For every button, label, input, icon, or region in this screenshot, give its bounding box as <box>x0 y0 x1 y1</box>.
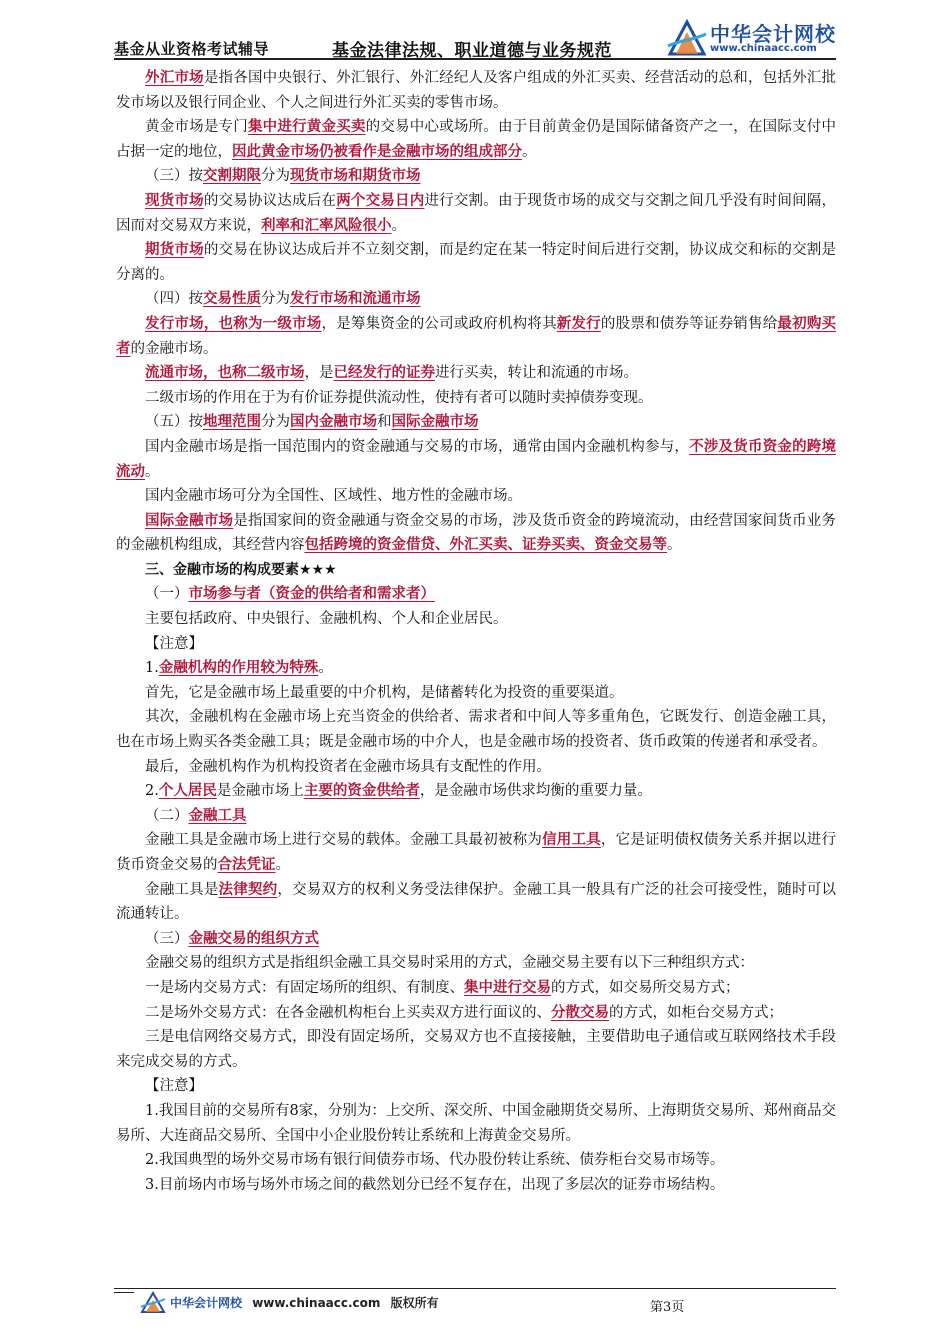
text-run: 。 <box>522 143 537 160</box>
text-run: 的方式，如柜台交易方式； <box>609 1004 783 1021</box>
footer-divider <box>114 1288 836 1289</box>
paragraph <box>116 484 836 509</box>
paragraph <box>116 558 836 583</box>
header-divider <box>114 58 836 60</box>
text-run: 和 <box>377 414 392 431</box>
text-run: 。 <box>391 217 406 234</box>
text-run: ，交易双方的权利义务受法律保护。金融工具一般具有广泛的社会可接受性，随时可以流通转让。 <box>116 881 837 923</box>
text-run: 金融工具是金融市场上进行交易的载体。金融工具最初被称为 <box>145 832 543 849</box>
logo-brand-text: 中华会计网校 <box>710 22 836 46</box>
key-term-highlight: 市场参与者（资金的供给者和需求者） <box>188 585 435 603</box>
key-term-highlight: 外汇市场 <box>145 69 204 86</box>
key-term-highlight: 集中进行交易 <box>464 978 551 996</box>
paragraph <box>116 755 836 780</box>
text-run: 。 <box>275 857 290 873</box>
text-run: 3.目前场内市场与场外市场之间的截然划分已经不复存在，出现了多层次的证券市场结构。 <box>145 1176 725 1193</box>
text-run: 是金融市场上 <box>216 783 304 800</box>
paragraph <box>116 1099 836 1148</box>
document-body <box>116 66 836 1197</box>
text-run: 1. <box>145 660 159 677</box>
text-run: （一） <box>145 586 189 603</box>
key-term-highlight: 地理范围 <box>203 413 261 431</box>
paragraph <box>116 66 836 115</box>
text-run: 。 <box>667 537 682 554</box>
text-run: 的股票和债券等证券销售给 <box>600 315 778 332</box>
key-term-highlight: 集中进行黄金买卖 <box>247 118 366 136</box>
key-term-highlight: 主要的资金供给者 <box>303 782 420 800</box>
text-run: 2. <box>145 783 159 800</box>
text-run: 其次，金融机构在金融市场上充当资金的供给者、需求者和中间人等多重角色，它既发行、创造金融工具，也在市场上购买各类金融工具；既是金融市场的中介人，也是金融市场的投资者、货币政策的传递者和承受者。 <box>116 709 836 751</box>
text-run: 是指国家间的资金融通与资金交易的市场，涉及货币资金的跨境流动，由经营国家间货币业务的金融机构组成，其经营内容 <box>116 512 837 554</box>
text-run: 。 <box>318 660 333 677</box>
key-term-highlight: 已经发行的证券 <box>333 364 435 382</box>
paragraph <box>116 804 836 829</box>
footer-dash <box>114 1292 134 1293</box>
text-run: 金融交易的组织方式是指组织金融工具交易时采用的方式，金融交易主要有以下三种组织方式： <box>145 955 754 972</box>
paragraph <box>116 189 836 238</box>
key-term-highlight: 分散交易 <box>551 1003 609 1021</box>
text-run: 的交易协议达成后在 <box>203 192 337 209</box>
paragraph <box>116 1148 836 1173</box>
paragraph <box>116 607 836 632</box>
text-run: 三是电信网络交易方式，即没有固定场所，交易双方也不直接接触，主要借助电子通信或互联网络技术手段来完成交易的方式。 <box>116 1029 836 1070</box>
text-run: 的方式，如交易所交易方式； <box>551 979 740 996</box>
logo-mark-icon <box>666 16 708 58</box>
text-run: 的交易在协议达成后并不立刻交割，而是约定在某一特定时间后进行交割，协议成交和标的交割是分离的。 <box>116 242 836 283</box>
paragraph <box>116 976 836 1001</box>
paragraph <box>116 927 836 952</box>
key-term-highlight: 利率和汇率风险很小 <box>261 216 392 234</box>
paragraph <box>116 656 836 681</box>
paragraph <box>116 779 836 804</box>
key-term-highlight: 发行市场，也称为一级市场 <box>145 314 322 332</box>
text-run: 进行买卖，转让和流通的市场。 <box>435 365 638 382</box>
text-run: ，是金融市场供求均衡的重要力量。 <box>419 783 652 800</box>
paragraph <box>116 115 836 164</box>
key-term-highlight: 信用工具 <box>542 831 601 849</box>
footer-brand: 中华会计网校 <box>170 1296 243 1310</box>
footer-rights: 版权所有 <box>390 1296 439 1310</box>
text-run: 的金融市场。 <box>130 340 218 357</box>
text-run: 分为 <box>261 168 290 185</box>
text-run: （三） <box>145 930 189 947</box>
text-run: 是指各国中央银行、外汇银行、外汇经纪人及客户组成的外汇买卖、经营活动的总和，包括外汇批发市场以及银行同企业、个人之间进行外汇买卖的零售市场。 <box>116 70 836 111</box>
header-subject-title: 基金法律法规、职业道德与业务规范 <box>332 41 612 61</box>
paragraph <box>116 509 836 558</box>
text-run: 2.我国典型的场外交易市场有银行间债券市场、代办股份转让系统、债券柜台交易市场等。 <box>145 1152 725 1169</box>
footer-copyright <box>170 1294 439 1311</box>
paragraph <box>116 632 836 657</box>
key-term-highlight: 国际金融市场 <box>391 413 479 431</box>
text-run: ，它是证明债权债务关系并据以进行货币资金交易的 <box>116 832 837 873</box>
text-run: 首先，它是金融市场上最重要的中介机构，是储蓄转化为投资的重要渠道。 <box>145 684 624 701</box>
text-run: 最后，金融机构作为机构投资者在金融市场具有支配性的作用。 <box>145 758 551 775</box>
text-run: 分为 <box>261 291 290 308</box>
key-term-highlight: 包括跨境的资金借贷、外汇买卖、证券买卖、资金交易等 <box>304 536 667 554</box>
section-heading: 三、金融市场的构成要素★★★ <box>145 561 337 578</box>
key-term-highlight: 期货市场 <box>145 241 204 259</box>
key-term-highlight: 新发行 <box>556 314 601 332</box>
text-run: 【注意】 <box>145 635 203 652</box>
paragraph <box>116 361 836 386</box>
text-run: 二级市场的作用在于为有价证券提供流动性，使持有者可以随时卖掉债券变现。 <box>145 389 653 406</box>
key-term-highlight: 发行市场和流通市场 <box>290 290 421 308</box>
key-term-highlight: 法律契约 <box>218 880 278 898</box>
key-term-highlight: 国内金融市场 <box>290 413 377 431</box>
key-term-highlight: 个人居民 <box>158 782 217 800</box>
text-run: 国内金融市场是指一国范围内的资金融通与交易的市场，通常由国内金融机构参与， <box>145 438 690 455</box>
logo-url-text: www.chinaacc.com <box>710 43 817 54</box>
key-term-highlight: 国际金融市场 <box>145 511 234 529</box>
key-term-highlight: 流通市场，也称二级市场 <box>145 364 305 382</box>
text-run: 。 <box>145 463 160 480</box>
paragraph <box>116 1001 836 1026</box>
page-number: 第3页 <box>650 1300 685 1315</box>
text-run: 金融工具是 <box>145 881 219 898</box>
text-run: 1.我国目前的交易所有8家，分别为：上交所、深交所、中国金融期货交易所、上海期货交易所、郑州商品交易所、大连商品交易所、全国中小企业股份转让系统和上海黄金交易所。 <box>116 1102 836 1144</box>
paragraph <box>116 951 836 976</box>
text-run: 进行交割。由于现货市场的成交与交割之间几乎没有时间间隔，因而对交易双方来说， <box>116 192 837 234</box>
key-term-highlight: 现货市场和期货市场 <box>290 167 421 185</box>
page-header <box>114 14 836 61</box>
key-term-highlight: 金融交易的组织方式 <box>188 929 319 947</box>
text-run: ，是筹集资金的公司或政府机构将其 <box>321 315 557 332</box>
paragraph <box>116 681 836 706</box>
paragraph <box>116 1173 836 1198</box>
key-term-highlight: 交割期限 <box>203 167 261 185</box>
paragraph <box>116 386 836 411</box>
paragraph <box>116 828 836 877</box>
key-term-highlight: 合法凭证 <box>217 856 276 873</box>
key-term-highlight: 交易性质 <box>203 290 261 308</box>
text-run: 的交易中心或场所。由于目前黄金仍是国际储备资产之一，在国际支付中占据一定的地位， <box>116 119 837 160</box>
key-term-highlight: 不涉及货币资金的跨境流动 <box>116 437 836 480</box>
paragraph <box>116 164 836 189</box>
key-term-highlight: 最初购买者 <box>116 314 837 357</box>
text-run: （三）按 <box>145 168 203 185</box>
header-course-title: 基金从业资格考试辅导 <box>114 40 270 58</box>
paragraph <box>116 1074 836 1099</box>
paragraph <box>116 435 836 484</box>
key-term-highlight: 两个交易日内 <box>336 191 425 209</box>
text-run: （五）按 <box>145 414 203 431</box>
paragraph <box>116 1025 836 1074</box>
key-term-highlight: 金融工具 <box>188 806 247 824</box>
text-run: 一是场内交易方式：有固定场所的组织、有制度、 <box>145 979 464 996</box>
text-run: 分为 <box>261 414 290 431</box>
key-term-highlight: 金融机构的作用较为特殊 <box>158 659 319 677</box>
text-run: （四）按 <box>145 291 203 308</box>
key-term-highlight: 因此黄金市场仍被看作是金融市场的组成部分 <box>232 142 522 160</box>
paragraph <box>116 878 836 927</box>
text-run: （二） <box>145 807 189 824</box>
key-term-highlight: 现货市场 <box>145 191 204 209</box>
text-run: 国内金融市场可分为全国性、区域性、地方性的金融市场。 <box>145 488 522 505</box>
text-run: 二是场外交易方式：在各金融机构柜台上买卖双方进行面议的、 <box>145 1004 551 1021</box>
paragraph <box>116 287 836 312</box>
text-run: ，是 <box>304 365 334 382</box>
text-run: 主要包括政府、中央银行、金融机构、个人和企业居民。 <box>145 611 508 628</box>
paragraph <box>116 410 836 435</box>
paragraph <box>116 238 836 287</box>
text-run: 【注意】 <box>145 1078 203 1095</box>
footer-logo-icon <box>140 1290 166 1314</box>
footer-url[interactable]: www.chinaacc.com <box>252 1296 381 1310</box>
brand-logo[interactable] <box>666 16 838 58</box>
paragraph <box>116 705 836 754</box>
paragraph <box>116 582 836 607</box>
text-run: 黄金市场是专门 <box>145 119 248 136</box>
paragraph <box>116 312 836 361</box>
